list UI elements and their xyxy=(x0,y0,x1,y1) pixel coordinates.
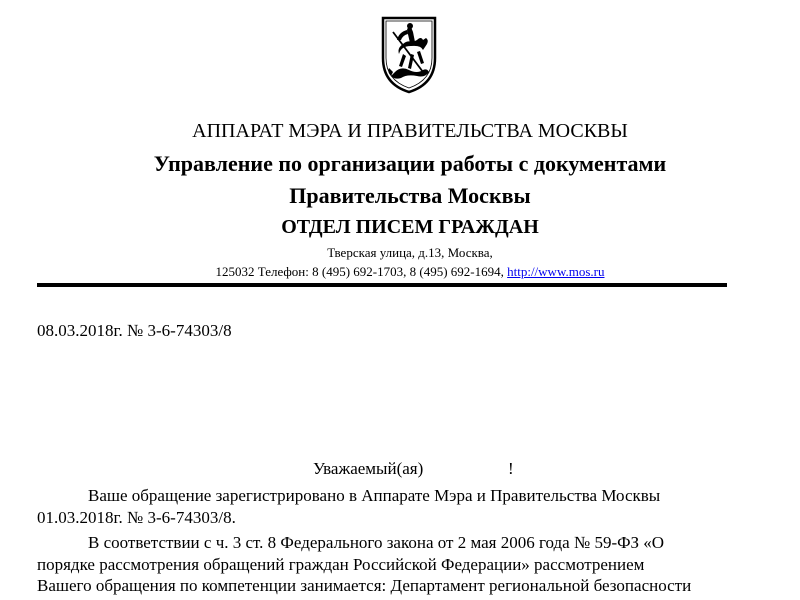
body-paragraph-line: Ваше обращение зарегистрировано в Аппарате Мэра и Правительства Москвы xyxy=(88,486,661,505)
greeting-text: Уважаемый(ая) xyxy=(313,459,424,478)
organization-subtitle: Управление по организации работы с документами xyxy=(153,151,667,176)
website-link[interactable]: http://www.mos.ru xyxy=(507,264,605,279)
address-line: Тверская улица, д.13, Москва, xyxy=(327,245,493,260)
header-divider xyxy=(37,283,727,287)
document-date-number: 08.03.2018г. № 3-6-74303/8 xyxy=(37,321,232,340)
greeting xyxy=(313,459,514,479)
greeting-exclamation: ! xyxy=(508,459,514,478)
contacts-text: 125032 Телефон: 8 (495) 692-1703, 8 (495) 692-1694, xyxy=(215,264,504,279)
contacts-line xyxy=(100,264,720,280)
organization-subtitle-continued: Правительства Москвы xyxy=(289,183,531,208)
body-paragraph-line: порядке рассмотрения обращений граждан Российской Федерации» рассмотрением xyxy=(37,555,645,574)
department-title: ОТДЕЛ ПИСЕМ ГРАЖДАН xyxy=(281,216,539,238)
body-paragraph-line: 01.03.2018г. № 3-6-74303/8. xyxy=(37,508,236,527)
moscow-coat-of-arms-icon xyxy=(377,14,441,94)
organization-title: АППАРАТ МЭРА И ПРАВИТЕЛЬСТВА МОСКВЫ xyxy=(192,120,628,142)
body-paragraph-line: В соответствии с ч. 3 ст. 8 Федерального закона от 2 мая 2006 года № 59-ФЗ «О xyxy=(88,533,665,552)
body-paragraph-line: Вашего обращения по компетенции занимается: Департамент региональной безопасности xyxy=(37,576,692,595)
